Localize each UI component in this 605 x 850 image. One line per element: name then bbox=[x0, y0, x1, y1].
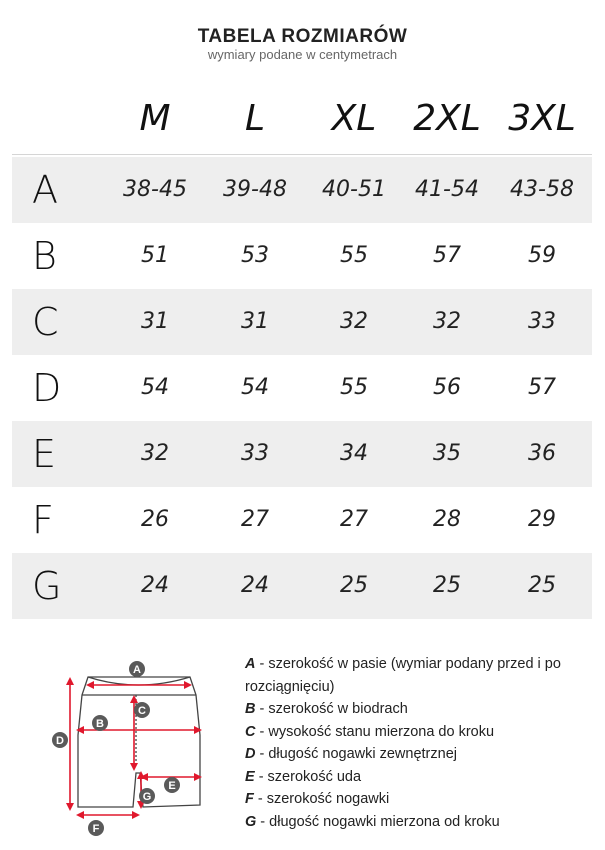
table-cell: 32 bbox=[141, 441, 169, 466]
legend-item-a bbox=[245, 653, 595, 698]
table-cell: 43-58 bbox=[510, 177, 574, 202]
page-subtitle: wymiary podane w centymetrach bbox=[207, 47, 398, 62]
table-cell: 27 bbox=[340, 507, 368, 532]
table-cell: 53 bbox=[241, 243, 269, 268]
table-cell: 31 bbox=[241, 309, 269, 334]
table-cell: 56 bbox=[433, 375, 461, 400]
table-cell: 28 bbox=[433, 507, 461, 532]
legend-key: A bbox=[245, 656, 256, 672]
table-row bbox=[12, 487, 592, 553]
size-col-l: L bbox=[244, 98, 266, 139]
shorts-diagram bbox=[48, 655, 218, 845]
table-cell: 55 bbox=[340, 243, 368, 268]
marker-c bbox=[134, 702, 150, 718]
table-cell: 35 bbox=[433, 441, 461, 466]
legend-item-e bbox=[245, 766, 595, 789]
legend-text: - szerokość w biodrach bbox=[255, 701, 408, 717]
table-cell: 25 bbox=[528, 573, 556, 598]
svg-text:D: D bbox=[56, 735, 64, 747]
table-row bbox=[12, 421, 592, 487]
svg-text:B: B bbox=[96, 718, 104, 730]
table-cell: 59 bbox=[528, 243, 556, 268]
legend-text: - wysokość stanu mierzona do kroku bbox=[255, 723, 495, 740]
legend-item-b bbox=[245, 698, 595, 721]
table-cell: 54 bbox=[141, 375, 169, 400]
marker-a bbox=[129, 661, 145, 677]
table-cell: 41-54 bbox=[415, 177, 479, 202]
table-row bbox=[12, 223, 592, 289]
table-row bbox=[12, 289, 592, 355]
table-cell: 33 bbox=[241, 441, 269, 466]
marker-e bbox=[164, 777, 180, 793]
table-cell: 33 bbox=[528, 309, 556, 334]
shorts-outline bbox=[78, 677, 200, 807]
size-col-3xl: 3XL bbox=[508, 98, 576, 139]
table-cell: 25 bbox=[433, 573, 461, 598]
table-cell: 38-45 bbox=[123, 177, 187, 202]
row-label: E bbox=[32, 432, 57, 476]
table-cell: 32 bbox=[340, 309, 368, 334]
table-cell: 54 bbox=[241, 375, 269, 400]
legend-text: - długość nogawki zewnętrznej bbox=[255, 746, 457, 762]
size-col-xl: XL bbox=[331, 98, 377, 139]
row-label: A bbox=[32, 168, 58, 212]
table-cell: 24 bbox=[141, 573, 169, 598]
legend-key: B bbox=[245, 701, 256, 717]
table-cell: 57 bbox=[433, 243, 461, 268]
row-label: B bbox=[32, 234, 57, 278]
table-cell: 55 bbox=[340, 375, 368, 400]
marker-g bbox=[139, 788, 155, 804]
svg-text:E: E bbox=[168, 780, 176, 792]
table-cell: 57 bbox=[528, 375, 556, 400]
legend-item-c bbox=[245, 721, 595, 744]
row-label: C bbox=[32, 300, 59, 344]
marker-b bbox=[92, 715, 108, 731]
table-cell: 31 bbox=[141, 309, 169, 334]
table-cell: 51 bbox=[141, 243, 169, 268]
table-cell: 24 bbox=[241, 573, 269, 598]
legend-key: F bbox=[245, 791, 254, 807]
table-cell: 26 bbox=[141, 507, 169, 532]
svg-text:A: A bbox=[133, 664, 141, 676]
size-col-m: M bbox=[139, 98, 171, 139]
table-row bbox=[12, 553, 592, 619]
table-row bbox=[12, 355, 592, 421]
legend-key: D bbox=[245, 746, 256, 762]
table-cell: 36 bbox=[528, 441, 556, 466]
svg-text:F: F bbox=[92, 823, 100, 835]
table-cell: 34 bbox=[340, 441, 368, 466]
row-label: G bbox=[32, 564, 62, 608]
legend-key: C bbox=[245, 723, 256, 740]
legend-key: E bbox=[245, 768, 255, 785]
legend-item-d bbox=[245, 743, 595, 766]
legend-text: - szerokość uda bbox=[254, 768, 362, 785]
legend-item-g bbox=[245, 811, 595, 834]
table-cell: 25 bbox=[340, 573, 368, 598]
legend-item-f bbox=[245, 788, 595, 811]
legend-text: - szerokość w pasie (wymiar podany przed i po rozciągnięciu) bbox=[245, 656, 561, 695]
table-cell: 40-51 bbox=[322, 177, 386, 202]
page-title: TABELA ROZMIARÓW bbox=[197, 26, 408, 47]
marker-d bbox=[52, 732, 68, 748]
legend-text: - długość nogawki mierzona od kroku bbox=[256, 813, 500, 830]
measurement-legend bbox=[245, 653, 595, 833]
svg-text:G: G bbox=[142, 791, 152, 803]
size-col-2xl: 2XL bbox=[413, 98, 481, 139]
table-cell: 27 bbox=[241, 507, 269, 532]
svg-text:C: C bbox=[138, 705, 146, 717]
table-row bbox=[12, 157, 592, 223]
legend-key: G bbox=[245, 813, 257, 830]
table-cell: 29 bbox=[528, 507, 556, 532]
table-cell: 32 bbox=[433, 309, 461, 334]
header-divider bbox=[12, 154, 592, 155]
legend-text: - szerokość nogawki bbox=[253, 791, 390, 807]
table-cell: 39-48 bbox=[223, 177, 287, 202]
row-label: D bbox=[32, 366, 62, 410]
row-label: F bbox=[32, 498, 54, 542]
marker-f bbox=[88, 820, 104, 836]
